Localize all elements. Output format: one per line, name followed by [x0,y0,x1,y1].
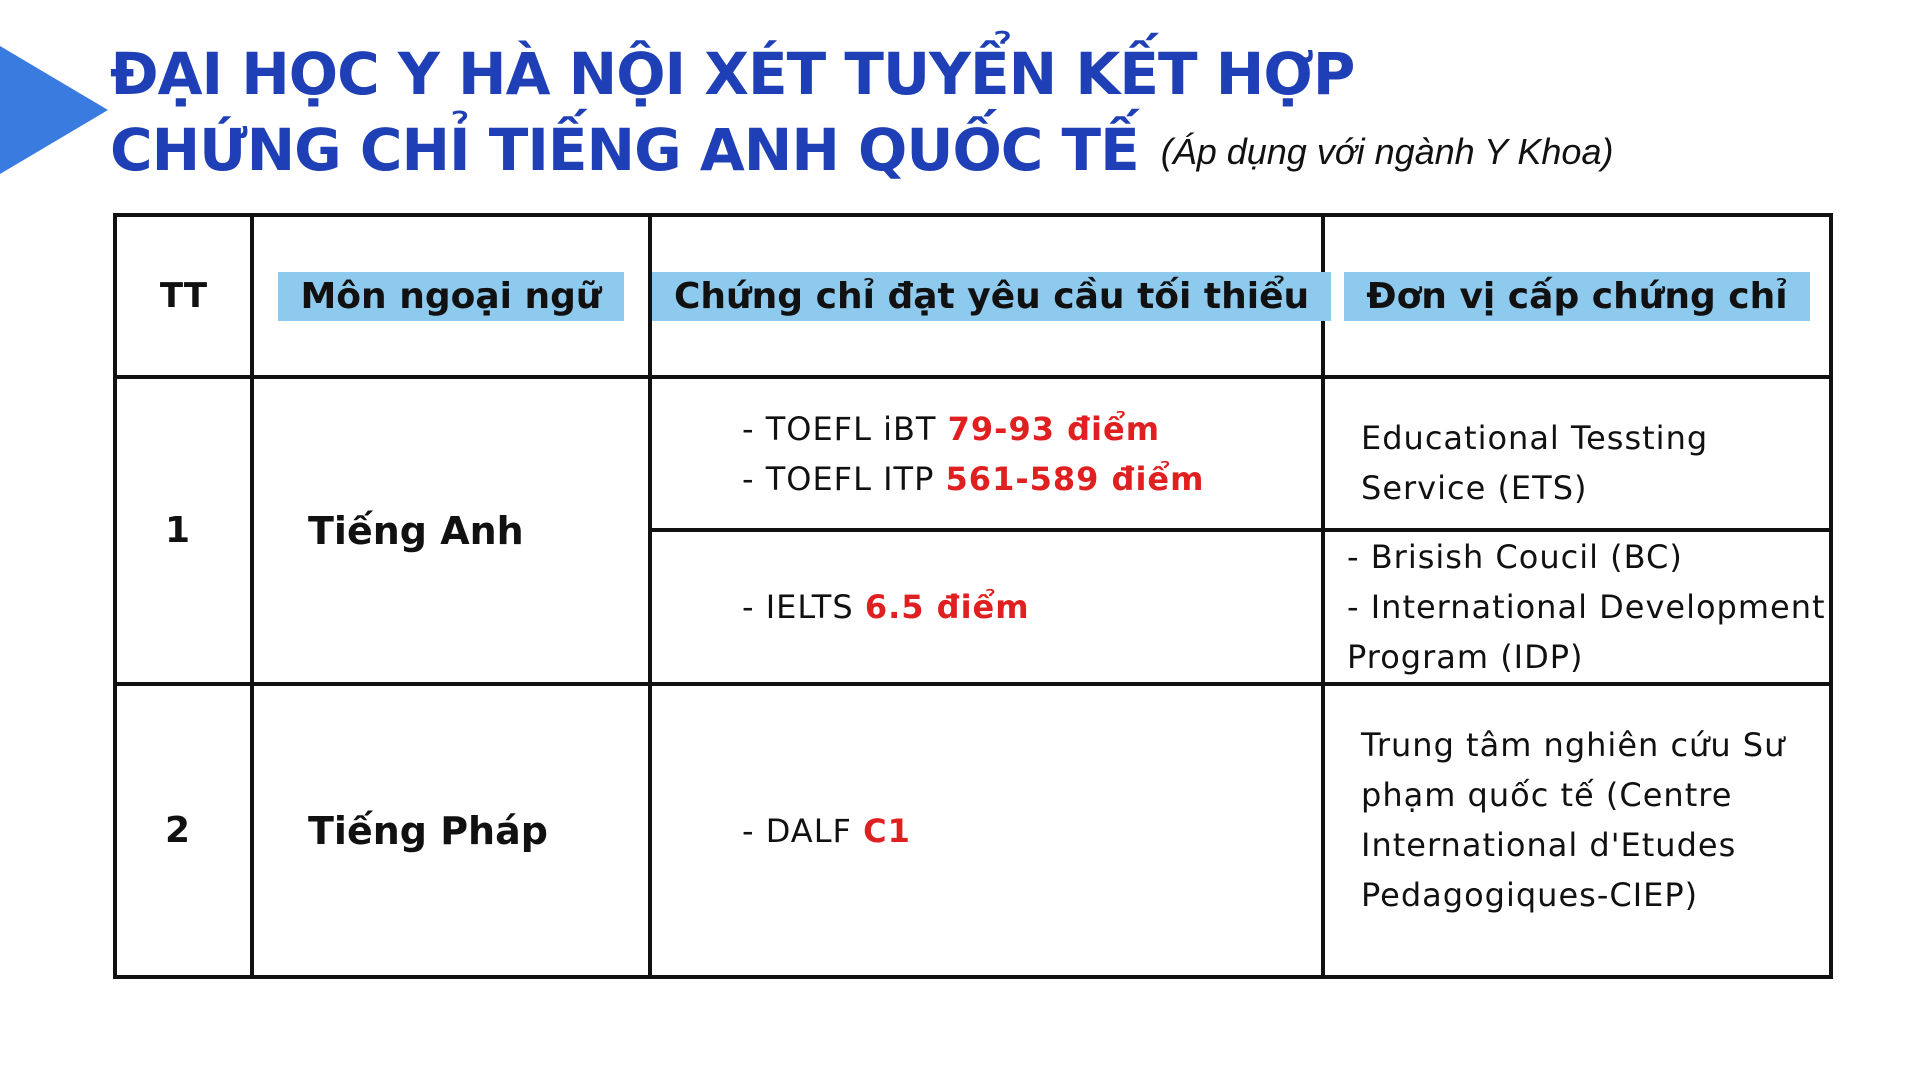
certificate-name: - TOEFL ITP [742,459,946,498]
certificate-cell [650,530,1323,684]
certificate-score: 561-589 điểm [945,459,1205,498]
column-header-subject-cell [252,215,650,377]
subject-name: Tiếng Anh [252,377,650,684]
issuer-line: Service (ETS) [1361,469,1588,507]
subject-name: Tiếng Pháp [252,684,650,977]
issuer-cell [1323,684,1831,977]
column-header-tt: TT [115,215,252,377]
certificate-line [742,404,1321,454]
title-line-1: ĐẠI HỌC Y HÀ NỘI XÉT TUYỂN KẾT HỢP [110,40,1355,108]
certificate-score: 79-93 điểm [947,409,1161,448]
certificate-cell [650,684,1323,977]
issuer-line: Educational Tessting [1361,419,1709,457]
certificate-line [742,806,1321,856]
table-row [115,377,1831,530]
issuer-line: - Brisish Coucil (BC) [1347,538,1683,576]
page-subtitle: (Áp dụng với ngành Y Khoa) [1160,131,1614,172]
certificate-score: 6.5 điểm [864,588,1030,626]
column-header-issuer-cell [1323,215,1831,377]
requirements-table [113,213,1833,979]
certificate-line [742,454,1321,504]
column-header-subject: Môn ngoại ngữ [278,272,623,321]
issuer-line: - International Development [1347,588,1826,626]
issuer-cell [1323,377,1831,530]
table-header-row [115,215,1831,377]
certificate-line [742,582,1321,632]
title-line-2 [110,112,1613,190]
issuer-cell [1323,530,1831,684]
certificate-name: - TOEFL iBT [742,409,948,448]
row-number: 1 [115,377,252,684]
table-row [115,684,1831,977]
certificate-score: C1 [863,811,911,850]
certificate-name: - DALF [742,811,864,850]
column-header-certificate: Chứng chỉ đạt yêu cầu tối thiểu [652,272,1331,321]
issuer-line: Program (IDP) [1347,638,1584,676]
certificate-name: - IELTS [742,588,865,626]
row-number: 2 [115,684,252,977]
issuer-text: Trung tâm nghiên cứu Sư phạm quốc tế (Centre International d'Etudes Pedagogiques-CIEP) [1361,726,1786,914]
arrow-icon [0,46,108,174]
certificate-cell [650,377,1323,530]
page-title [110,36,1613,190]
requirements-table-container [113,213,1829,977]
column-header-issuer: Đơn vị cấp chứng chỉ [1344,272,1809,321]
column-header-certificate-cell [650,215,1323,377]
title-line-2-text: CHỨNG CHỈ TIẾNG ANH QUỐC TẾ [110,116,1139,184]
